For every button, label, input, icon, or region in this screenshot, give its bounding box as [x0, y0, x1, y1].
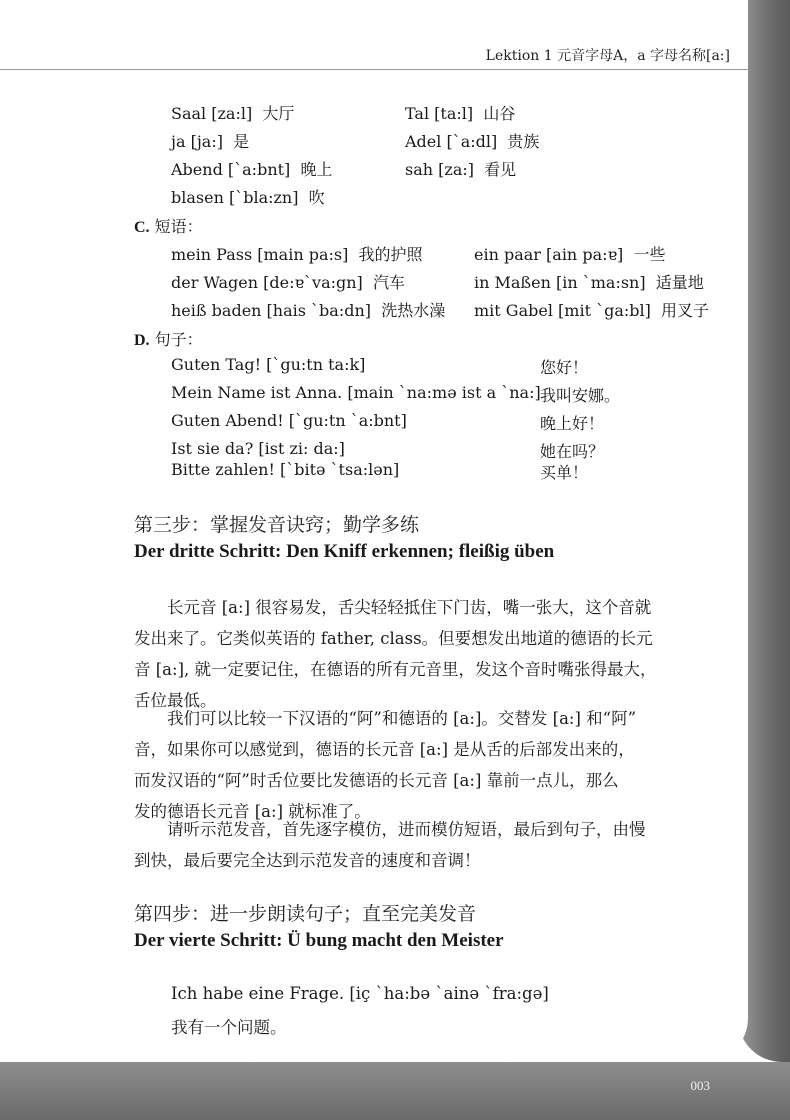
phrase-item: ein paar [ain pa:ɐ] 一些 — [474, 245, 666, 264]
sentence-de: Guten Tag! [`gu:tn ta:k] — [171, 355, 366, 374]
sentence-zh: 您好！ — [540, 358, 589, 377]
example-sentence-zh: 我有一个问题。 — [171, 1018, 287, 1037]
word-item: blasen [`bla:zn] 吹 — [171, 188, 325, 207]
sentence-zh: 我叫安娜。 — [540, 386, 621, 405]
word-item: Saal [za:l] 大厅 — [171, 104, 295, 123]
phrase-item: in Maßen [in `ma:sn] 适量地 — [474, 273, 704, 292]
sentence-zh: 买单！ — [540, 463, 589, 482]
sentence-de: Ist sie da? [ist zi: da:] — [171, 439, 345, 458]
word-item: ja [ja:] 是 — [171, 132, 250, 151]
phrase-item: mit Gabel [mit `ga:bl] 用叉子 — [474, 301, 710, 320]
header-rule — [0, 69, 748, 70]
section-d-heading: D. 句子： — [134, 330, 203, 349]
running-header: Lektion 1 元音字母A，a 字母名称[a:] — [485, 48, 730, 64]
page-footer — [0, 1062, 790, 1120]
word-item: Abend [`a:bnt] 晚上 — [171, 160, 333, 179]
step3-paragraph-2: 我们可以比较一下汉语的“阿”和德语的 [a:]。交替发 [a:] 和“阿” 音，如果你可以感觉到，德语的长元音 [a:] 是从舌的后部发出来的， 而发汉语的“阿”时舌位要比发德语的长元音 [a:] 靠前一点儿，那么 发的德语长元音 [a:] 就标准了。 — [134, 709, 637, 821]
word-item: Adel [`a:dl] 贵族 — [405, 132, 540, 151]
step4-title-zh: 第四步：进一步朗读句子；直至完美发音 — [134, 903, 477, 925]
example-sentence-de: Ich habe eine Frage. [iç `ha:bə `ainə `fra:gə] — [171, 984, 549, 1003]
phrase-item: der Wagen [de:ɐ`va:gn] 汽车 — [171, 273, 405, 292]
step3-paragraph-1: 长元音 [a:] 很容易发，舌尖轻轻抵住下门齿，嘴一张大，这个音就 发出来了。它类似英语的 father, class。但要想发出地道的德语的长元 音 [a:], 就一定要记住，在德语的所有元音里，发这个音时嘴张得最大， 舌位最低。 — [134, 598, 657, 710]
word-item: Tal [ta:l] 山谷 — [405, 104, 516, 123]
word-item: sah [za:] 看见 — [405, 160, 517, 179]
sentence-zh: 晚上好！ — [540, 414, 605, 433]
phrase-item: heiß baden [hais `ba:dn] 洗热水澡 — [171, 301, 446, 320]
step3-paragraph-3: 请听示范发音，首先逐字模仿，进而模仿短语，最后到句子，由慢 到快，最后要完全达到示范发音的速度和音调！ — [134, 820, 646, 870]
step3-title-de: Der dritte Schritt: Den Kniff erkennen; fleißig üben — [134, 541, 555, 562]
sentence-zh: 她在吗？ — [540, 442, 605, 461]
section-c-heading: C. 短语： — [134, 217, 203, 236]
step4-title-de: Der vierte Schritt: Ü bung macht den Meister — [134, 930, 504, 951]
page-number: 003 — [690, 1078, 710, 1093]
sentence-de: Mein Name ist Anna. [main `na:mə ist a `na:] — [171, 383, 541, 402]
step3-title-zh: 第三步：掌握发音诀窍；勤学多练 — [134, 514, 420, 536]
phrase-item: mein Pass [main pa:s] 我的护照 — [171, 245, 423, 264]
sentence-de: Bitte zahlen! [`bitə `tsa:lən] — [171, 460, 400, 479]
sentence-de: Guten Abend! [`gu:tn `a:bnt] — [171, 411, 407, 430]
